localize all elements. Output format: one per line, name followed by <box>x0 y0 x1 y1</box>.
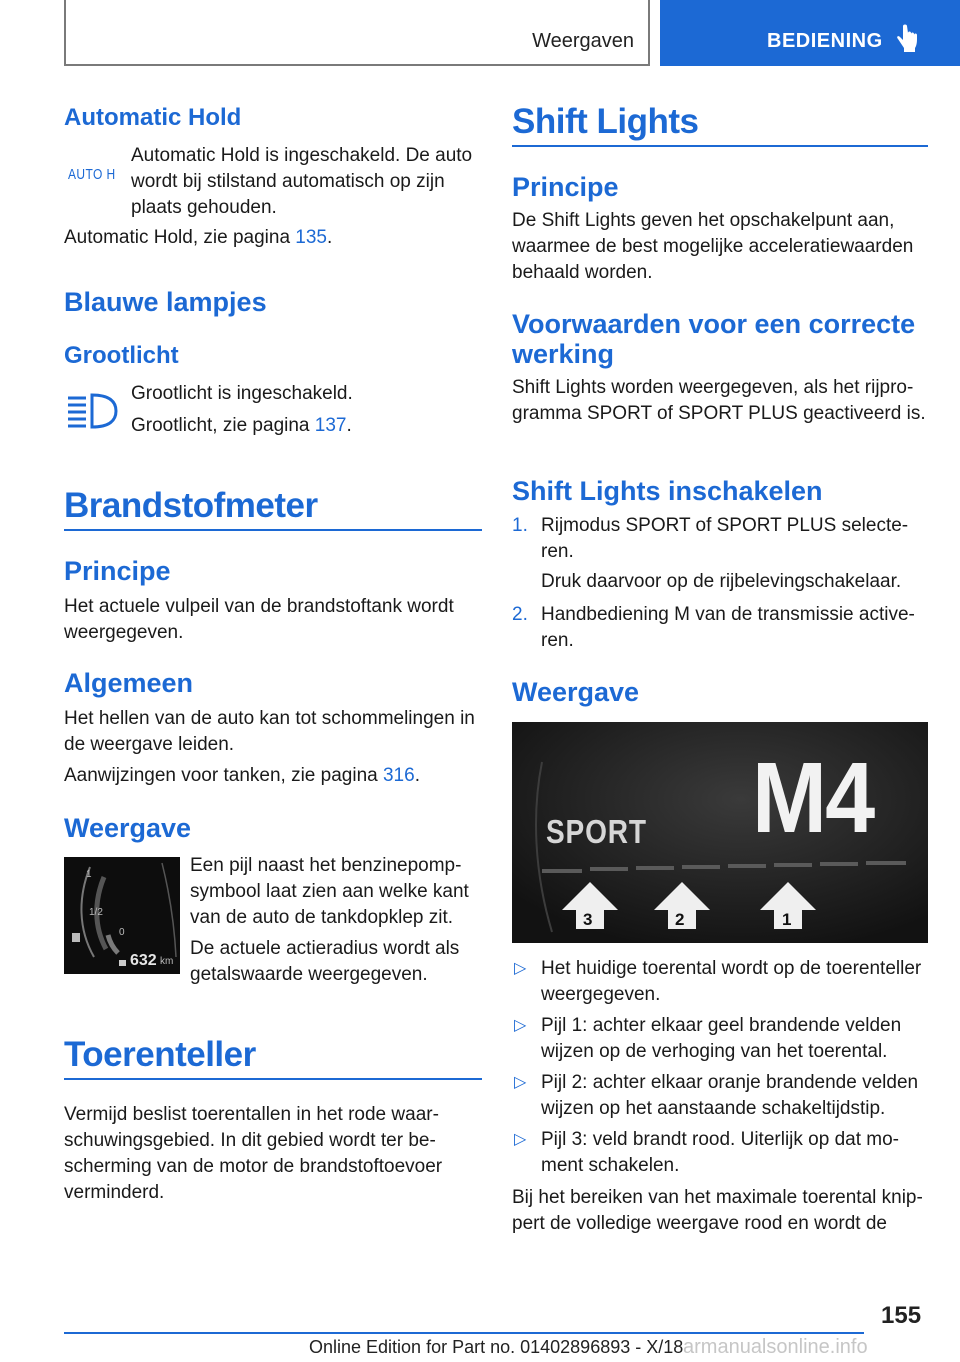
shift-conditions-text: Shift Lights worden weergegeven, als het rijprogramma SPORT of SPORT PLUS geactiveerd is. <box>512 377 926 424</box>
shift-lights-display-image <box>512 722 928 943</box>
step-1 <box>512 513 930 565</box>
pointing-hand-icon <box>896 24 918 54</box>
bullet-4 <box>512 1127 930 1179</box>
fuel-weergave-text-1: Een pijl naast het benzinepompsymbool laat zien aan welke kant van de auto de tankdopklep zit. <box>190 855 469 928</box>
step-2-text: Handbediening M van de transmissie activeren. <box>541 604 915 651</box>
fuel-page-link[interactable]: 316 <box>382 765 415 786</box>
autohold-ref-text: Automatic Hold, zie pagina <box>64 227 296 248</box>
shift-activate-heading: Shift Lights inschakelen <box>512 476 823 506</box>
high-beam-ref-end: . <box>346 415 352 436</box>
shift-closing-text: Bij het bereiken van het maximale toerental knippert de volledige weergave rood en wordt de <box>512 1187 923 1234</box>
shift-lights-title: Shift Lights <box>512 102 699 141</box>
step-2-number: 2. <box>512 604 528 625</box>
tachometer-text: Vermijd beslist toerentallen in het rode waarschuwingsgebied. In dit gebied wordt ter bescherming van de motor de brandstoftoevoer verminderd. <box>64 1104 443 1203</box>
bullet-2-triangle-icon: ▷ <box>514 1017 527 1034</box>
tachometer-title: Toerenteller <box>64 1035 256 1074</box>
autohold-page-link[interactable]: 135 <box>295 227 327 248</box>
step-1-number: 1. <box>512 515 528 536</box>
high-beam-icon <box>66 392 118 430</box>
fuel-principe-heading: Principe <box>64 556 171 586</box>
fuel-principe-text: Het actuele vulpeil van de brandstoftank wordt weergegeven. <box>64 596 454 643</box>
shift-principe-heading: Principe <box>512 172 619 202</box>
fuel-gauge-image <box>64 857 180 974</box>
header-chapter-tab[interactable] <box>660 0 960 66</box>
footer-edition: Online Edition for Part no. 01402896893 - X/18 <box>309 1337 684 1357</box>
bullet-2-text: Pijl 1: achter elkaar geel brandende velden wijzen op de verhoging van het toerental. <box>541 1015 902 1062</box>
header-section-label: Weergaven <box>532 30 634 52</box>
high-beam-description: Grootlicht is ingeschakeld. <box>131 383 353 404</box>
bullet-3-text: Pijl 2: achter elkaar oranje brandende velden wijzen op het aanstaande schakeltijdstip. <box>541 1072 919 1119</box>
bullet-1-text: Het huidige toerental wordt op de toerenteller weergegeven. <box>541 958 922 1005</box>
autohold-description: Automatic Hold is ingeschakeld. De auto wordt bij stilstand automatisch op zijn plaats gehouden. <box>131 145 473 218</box>
watermark: armanualsonline.info <box>683 1336 868 1358</box>
bullet-2 <box>512 1013 930 1065</box>
header-section-box <box>64 0 650 66</box>
page-number: 155 <box>881 1302 922 1329</box>
shift-conditions-heading: Voorwaarden voor een correcte werking <box>512 309 916 369</box>
fuel-gauge-title: Brandstofmeter <box>64 486 318 525</box>
step-2 <box>512 602 930 654</box>
shift-weergave-heading: Weergave <box>512 677 640 707</box>
fuel-algemeen-text: Het hellen van de auto kan tot schommelingen in de weergave leiden. <box>64 708 475 755</box>
fuel-tick-empty: 0 <box>119 927 125 938</box>
arrow-3-label: 3 <box>583 910 593 929</box>
step-1-note-text: Druk daarvoor op de rijbelevingschakelaar. <box>541 571 902 592</box>
step-1-note <box>512 569 930 595</box>
bullet-1 <box>512 956 930 1008</box>
fuel-ref-end: . <box>414 765 420 786</box>
auto-hold-icon: AUTO H <box>68 166 116 183</box>
fuel-title-rule <box>64 529 482 531</box>
arrow-2-label: 2 <box>675 910 685 929</box>
tacho-title-rule <box>64 1078 482 1080</box>
fuel-ref-text: Aanwijzingen voor tanken, zie pagina <box>64 765 383 786</box>
autohold-reference <box>64 225 482 251</box>
fuel-algemeen-heading: Algemeen <box>64 668 194 698</box>
bullet-1-triangle-icon: ▷ <box>514 960 527 977</box>
bullet-4-triangle-icon: ▷ <box>514 1131 527 1148</box>
fuel-tick-full: 1 <box>86 869 92 880</box>
high-beam-ref-text: Grootlicht, zie pagina <box>131 415 315 436</box>
gear-indicator: M4 <box>752 742 874 854</box>
bullet-3-triangle-icon: ▷ <box>514 1074 527 1091</box>
autohold-heading: Automatic Hold <box>64 104 242 131</box>
bullet-4-text: Pijl 3: veld brandt rood. Uiterlijk op dat moment schakelen. <box>541 1129 899 1176</box>
autohold-ref-end: . <box>327 227 333 248</box>
high-beam-reference <box>131 413 481 439</box>
fuel-weergave-text-2: De actuele actieradius wordt als getalswaarde weergegeven. <box>190 938 460 985</box>
high-beam-heading: Grootlicht <box>64 342 179 369</box>
shift-title-rule <box>512 145 928 147</box>
header-chapter-label: BEDIENING <box>767 30 883 52</box>
blue-lights-heading: Blauwe lampjes <box>64 287 267 317</box>
fuel-tick-half: 1/2 <box>89 907 103 918</box>
fuel-weergave-heading: Weergave <box>64 813 192 843</box>
step-1-text: Rijmodus SPORT of SPORT PLUS selecteren. <box>541 515 909 562</box>
fuel-tanking-reference <box>64 763 482 789</box>
arrow-1-label: 1 <box>782 910 792 929</box>
fuel-range-unit: km <box>160 956 174 967</box>
high-beam-page-link[interactable]: 137 <box>314 415 347 436</box>
drive-mode-label: SPORT <box>546 813 647 850</box>
shift-principe-text: De Shift Lights geven het opschakelpunt aan, waarmee de best mogelijke acceleratiewaarden behaald worden. <box>512 210 914 283</box>
footer-rule <box>64 1332 864 1334</box>
bullet-3 <box>512 1070 930 1122</box>
fuel-range-value: 632 <box>130 952 157 969</box>
